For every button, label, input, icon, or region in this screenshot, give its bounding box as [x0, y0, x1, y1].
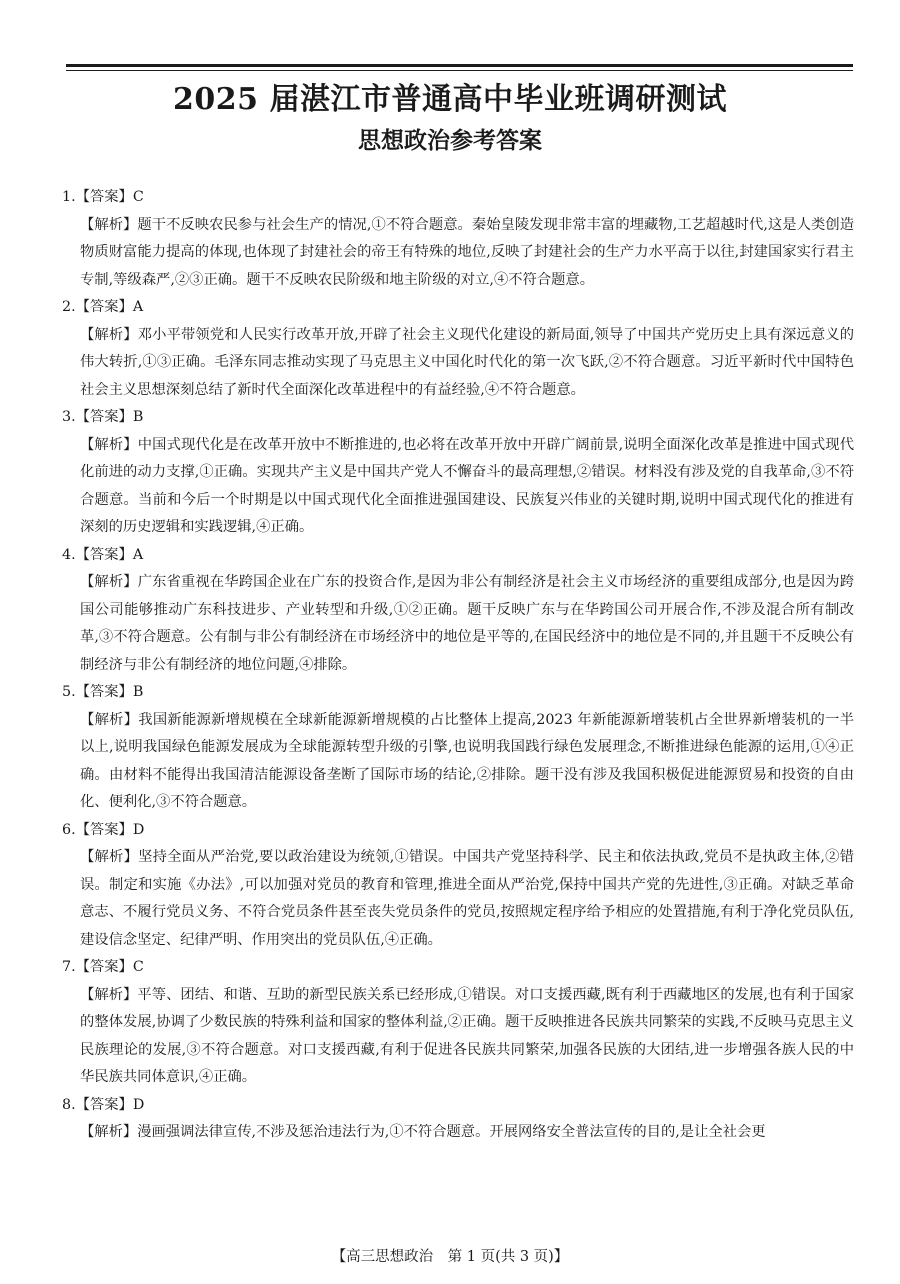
explanation-text: 【解析】我国新能源新增规模在全球新能源新增规模的占比整体上提高,2023 年新能源新增装机占全世界新增装机的一半以上,说明我国绿色能源发展成为全球能源转型升级的引擎,也说明我国践行绿色发展理念,不断推进绿色能源的运用,①④正确。由材料不能得出我国清洁能源设备垄断了国际市场的结论,②排除。题干没有涉及我国积极促进能源贸易和投资的自由化、便利化,③不符合题意。 — [80, 711, 854, 810]
top-rule-thin — [66, 70, 853, 71]
explanation-text: 【解析】题干不反映农民参与社会生产的情况,①不符合题意。秦始皇陵发现非常丰富的埋藏物,工艺超越时代,这是人类创造物质财富能力提高的体现,也体现了封建社会的帝王有特殊的地位,反映了封建社会的生产力水平高于以往,封建国家实行君主专制,等级森严,②③正确。题干不反映农民阶级和地主阶级的对立,④不符合题意。 — [80, 216, 854, 288]
answer-item-8 — [62, 1092, 854, 1147]
answer-list — [62, 184, 854, 1147]
explanation-text: 【解析】漫画强调法律宣传,不涉及惩治违法行为,①不符合题意。开展网络安全普法宣传的目的,是让全社会更 — [80, 1124, 766, 1140]
explanation-text: 【解析】坚持全面从严治党,要以政治建设为统领,①错误。中国共产党坚持科学、民主和依法执政,党员不是执政主体,②错误。制定和实施《办法》,可以加强对党员的教育和管理,推进全面从严治党,保持中国共产党的先进性,③正确。对缺乏革命意志、不履行党员义务、不符合党员条件甚至丧失党员条件的党员,按照规定程序给予相应的处置措施,有利于净化党员队伍,建设信念坚定、纪律严明、作用突出的党员队伍,④正确。 — [80, 849, 854, 948]
answer-label: 8.【答案】D — [62, 1096, 145, 1113]
explanation-text: 【解析】邓小平带领党和人民实行改革开放,开辟了社会主义现代化建设的新局面,领导了中国共产党历史上具有深远意义的伟大转折,①③正确。毛泽东同志推动实现了马克思主义中国化时代化的第一次飞跃,②不符合题意。习近平新时代中国特色社会主义思想深刻总结了新时代全面深化改革进程中的有益经验,④不符合题意。 — [80, 326, 854, 398]
answer-label: 3.【答案】B — [62, 409, 144, 425]
answer-item-4 — [62, 542, 854, 680]
answer-item-7 — [62, 954, 854, 1092]
answer-label: 1.【答案】C — [62, 189, 144, 205]
explanation-text: 【解析】广东省重视在华跨国企业在广东的投资合作,是因为非公有制经济是社会主义市场经济的重要组成部分,也是因为跨国公司能够推动广东科技进步、产业转型和升级,①②正确。题干反映广东与在华跨国公司开展合作,不涉及混合所有制改革,③不符合题意。公有制与非公有制经济在市场经济中的地位是平等的,在国民经济中的地位是不同的,并且题干不反映公有制经济与非公有制经济的地位问题,④排除。 — [80, 574, 854, 673]
top-rule-thick — [66, 64, 853, 67]
answer-label: 2.【答案】A — [62, 299, 144, 315]
answer-item-6 — [62, 817, 854, 955]
answer-label: 5.【答案】B — [62, 684, 144, 700]
answer-label: 7.【答案】C — [62, 959, 144, 975]
answer-item-1 — [62, 184, 854, 294]
document-subtitle: 思想政治参考答案 — [358, 128, 542, 154]
explanation-text: 【解析】中国式现代化是在改革开放中不断推进的,也必将在改革开放中开辟广阔前景,说明全面深化改革是推进中国式现代化前进的动力支撑,①正确。实现共产主义是中国共产党人不懈奋斗的最高理想,②错误。材料没有涉及党的自我革命,③不符合题意。当前和今后一个时期是以中国式现代化全面推进强国建设、民族复兴伟业的关键时期,说明中国式现代化的推进有深刻的历史逻辑和实践逻辑,④正确。 — [80, 436, 854, 535]
answer-label: 4.【答案】A — [62, 546, 144, 563]
document-title: 2025 届湛江市普通高中毕业班调研测试 — [173, 82, 727, 117]
page-footer: 【高三思想政治 第 1 页(共 3 页)】 — [331, 1249, 569, 1265]
explanation-text: 【解析】平等、团结、和谐、互助的新型民族关系已经形成,①错误。对口支援西藏,既有利于西藏地区的发展,也有利于国家的整体发展,协调了少数民族的特殊利益和国家的整体利益,②正确。题干反映推进各民族共同繁荣的实践,不反映马克思主义民族理论的发展,③不符合题意。对口支援西藏,有利于促进各民族共同繁荣,加强各民族的大团结,进一步增强各族人民的中华民族共同体意识,④正确。 — [80, 986, 854, 1085]
answer-item-3 — [62, 404, 854, 542]
answer-label: 6.【答案】D — [62, 821, 145, 838]
answer-item-5 — [62, 679, 854, 817]
answer-item-2 — [62, 294, 854, 404]
